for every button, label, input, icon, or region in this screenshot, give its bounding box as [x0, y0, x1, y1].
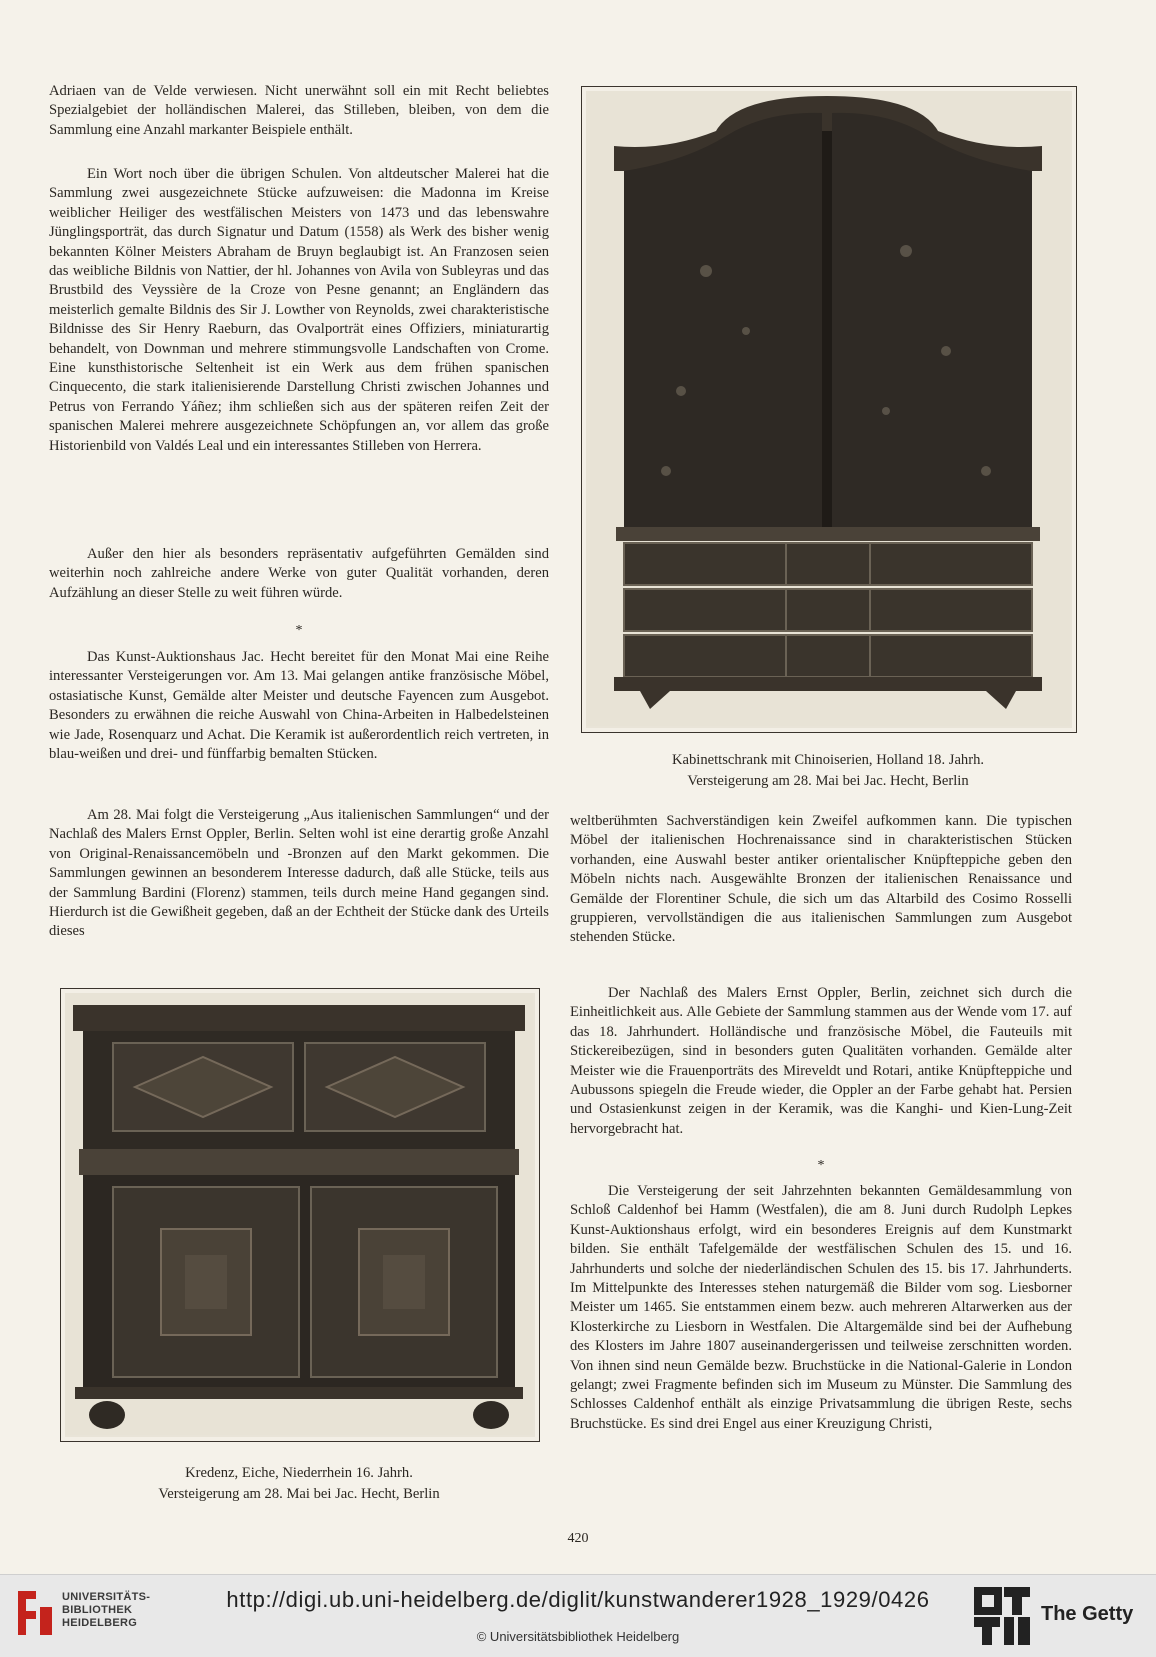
- credenza-caption-line-2: Versteigerung am 28. Mai bei Jac. Hecht, Berlin: [158, 1486, 440, 1502]
- cabinet-illustration: [586, 91, 1070, 726]
- left-paragraph-3: Außer den hier als besonders repräsentativ aufgeführten Gemälden sind weiterhin noch zahlreiche andere Werke von guter Qualität vorhanden, deren Aufzählung an dieser Stelle zu weit führen würde.: [49, 546, 549, 601]
- university-library-name: UNIVERSITÄTS- BIBLIOTHEK HEIDELBERG: [62, 1591, 151, 1629]
- left-paragraph-4: Das Kunst-Auktionshaus Jac. Hecht bereitet für den Monat Mai eine Reihe interessanter Versteigerungen vor. Am 13. Mai gelangen antike französische Möbel, ostasiatische Kunst, Gemälde alter Meister und deutsche Fayencen zum Ausgebot. Besonders zu erwähnen die reiche Auswahl von China-Arbeiten in Halbedelsteinen wie Jade, Rosenquarz und Achat. Die Keramik ist außerordentlich reich vertreten, in blau-weißen und drei- und fünffarbig bemalten Stücken.: [49, 649, 549, 763]
- getty-logo-icon: [972, 1585, 1032, 1647]
- credenza-photo: [60, 988, 540, 1442]
- cabinet-caption-line-1: Kabinettschrank mit Chinoiserien, Holland 18. Jahrh.: [671, 752, 985, 768]
- left-paragraph-2: Ein Wort noch über die übrigen Schulen. Von altdeutscher Malerei hat die Sammlung zwei ausgezeichnete Stücke aufzuweisen: die Madonna im Kreise weiblicher Heiliger des westfälischen Meisters von 1473 und das lebenswahre Jünglingsporträt, das durch Signatur und Datum (1558) als Werk des bisher wenig bekannten Kölner Meisters Abraham de Bruyn beglaubigt ist. An Franzosen seien das weibliche Bildnis von Nattier, der hl. Johannes von Avila von Subleyras und das Brustbild des Veyssière de la Croze von Pesne genannt; an Engländern das meisterlich gemalte Bildnis des Sir J. Lowther von Reynolds, zwei charakteristische Bildnisse des Sir Henry Raeburn, das Ovalporträt eines Offiziers, miniaturartig behandelt, von Downman und mehrere stimmungsvolle Landschaften von Crome. Eine kunsthistorische Seltenheit ist ein Werk aus dem frühen spanischen Cinquecento, die stark italienisierende Darstellung Christi zwischen Johannes und Petrus von Ferrando Yáñez; ihm schließen sich aus der späteren reifen Zeit der spanischen Malerei mehrere ausgezeichnete Schöpfungen an, vor allem das große Historienbild von Valdés Leal und ein interessantes Stilleben von Herrera.: [49, 166, 549, 454]
- left-paragraph-5: Am 28. Mai folgt die Versteigerung „Aus italienischen Sammlungen“ und der Nachlaß des Malers Ernst Oppler, Berlin. Selten wohl ist eine derartig große Anzahl von Original-Renaissancemöbeln und -Bronzen auf den Markt gekommen. Die Sammlungen gewinnen an besonderem Interesse dadurch, daß alle Stücke, teils aus der Sammlung Bardini (Florenz) stammen, teils durch meine Hand gegangen sind. Hierdurch ist die Gewißheit gegeben, daß an der Echtheit der Stücke dank des Urteils dieses: [49, 807, 549, 940]
- cabinet-photo: [581, 86, 1077, 733]
- right-paragraph-2: Der Nachlaß des Malers Ernst Oppler, Berlin, zeichnet sich durch die Einheitlichkeit aus. Alle Gebiete der Sammlung stammen aus der Wende vom 17. auf das 18. Jahrhundert. Holländische und französische Möbel, die Fauteuils mit Stickereibezügen, sind in besonders guten Qualitäten vorhanden. Gemälde alter Meister wie die Frauenporträts des Mireveldt und Rotari, antike Knüpfteppiche und Aubussons spiegeln die Freude wieder, die Oppler an der Farbe gehabt hat. Persien und Ostasienkunst zeigen in der Keramik, was die Kanghi- und Kien-Lung-Zeit hervorgebracht hat.: [570, 985, 1072, 1137]
- cabinet-caption-line-2: Versteigerung am 28. Mai bei Jac. Hecht, Berlin: [687, 773, 969, 789]
- right-paragraph-1: weltberühmten Sachverständigen kein Zweifel aufkommen kann. Die typischen Möbel der italienischen Hochrenaissance sind in charakteristischen Stücken vorhanden, eine Auswahl bester antiker orientalischer Knüpfteppiche geben den Möbeln nichts nach. Ausgewählte Bronzen der italienischen Renaissance und Gemälde der Florentiner Schule, die sich um das Altarbild des Cosimo Rosselli gruppieren, vervollständigen die aus italienischen Sammlungen zum Ausgebot stehenden Stücke.: [570, 813, 1072, 946]
- credenza-caption-line-1: Kredenz, Eiche, Niederrhein 16. Jahrh.: [185, 1465, 413, 1481]
- getty-name: The Getty: [1041, 1603, 1134, 1625]
- left-paragraph-1: Adriaen van de Velde verwiesen. Nicht unerwähnt soll ein mit Recht beliebtes Spezialgebiet der holländischen Malerei, das Stilleben, bleiben, von dem die Sammlung eine Anzahl markanter Beispiele enthält.: [49, 83, 549, 138]
- page-number: 420: [567, 1531, 589, 1546]
- section-divider-star: *: [295, 623, 303, 638]
- right-paragraph-3: Die Versteigerung der seit Jahrzehnten bekannten Gemäldesammlung von Schloß Caldenhof bei Hamm (Westfalen), die am 8. Juni durch Rudolph Lepkes Kunst-Auktionshaus erfolgt, wird ein besonderes Ereignis auf dem Kunstmarkt bilden. Sie enthält Tafelgemälde der westfälischen Schulen des 15. und 16. Jahrhunderts und solche der niederländischen Schulen des 15. bis 17. Jahrhunderts. Im Mittelpunkte des Interesses stehen naturgemäß die Bilder vom sog. Liesborner Meister um 1465. Sie entstammen einem bezw. auch mehreren Altarwerken aus der Klosterkirche zu Liesborn in Westfalen. Die Altargemälde sind bei der Aufhebung des Klosters im Jahre 1807 auseinandergerissen und teilweise zerschnitten worden. Von ihnen sind neun Gemälde bezw. Bruchstücke in die National-Galerie in London gelangt; zwei Fragmente befinden sich im Museum zu Münster. Die Sammlung des Schlosses Caldenhof enthält als einzige Privatsammlung die übrigen Reste, sechs Bruchstücke. Es sind drei Engel aus einer Kreuzigung Christi,: [570, 1183, 1072, 1432]
- section-divider-star-right: *: [817, 1158, 825, 1173]
- source-url-link[interactable]: http://digi.ub.uni-heidelberg.de/diglit/kunstwanderer1928_1929/0426: [226, 1587, 930, 1612]
- credenza-illustration: [65, 993, 533, 1435]
- copyright-notice: © Universitätsbibliothek Heidelberg: [476, 1629, 680, 1644]
- digitization-footer: [0, 1574, 1156, 1657]
